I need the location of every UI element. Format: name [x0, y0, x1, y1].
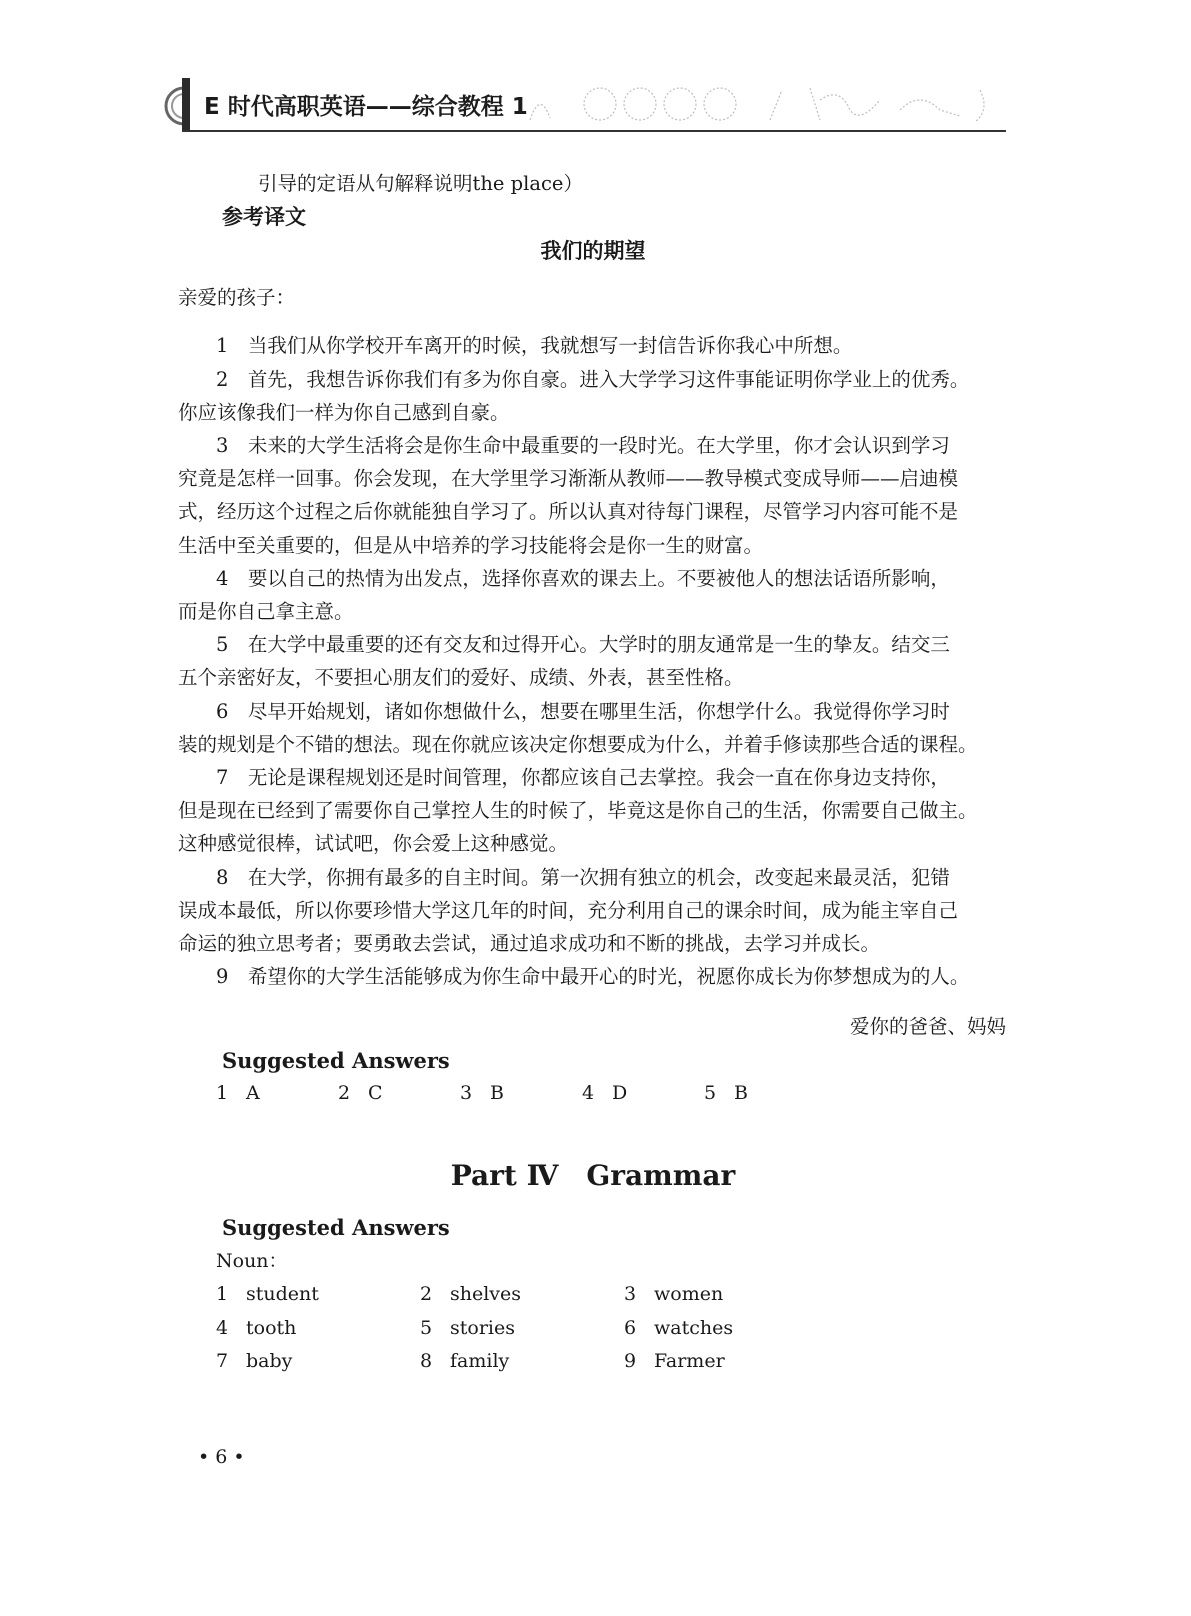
para-line: 1 当我们从你学校开车离开的时候，我就想写一封信告诉你我心中所想。	[216, 334, 853, 357]
answer-item	[704, 1079, 748, 1107]
answer-number: 1	[216, 1082, 229, 1104]
para-line: 误成本最低，所以你要珍惜大学这几年的时间，充分利用自己的课余时间，成为能主宰自己	[178, 899, 959, 922]
answer-item	[216, 1079, 260, 1107]
para-line: 五个亲密好友，不要担心朋友们的爱好、成绩、外表，甚至性格。	[178, 666, 744, 689]
answer-number: 5	[704, 1082, 717, 1104]
header-decoration-icon	[520, 80, 1000, 126]
running-header	[160, 78, 1006, 134]
answer-number: 3	[624, 1283, 637, 1305]
answer-value: C	[368, 1082, 383, 1104]
para-line: 4 要以自己的热情为出发点，选择你喜欢的课去上。不要被他人的想法话语所影响，	[216, 567, 950, 590]
answer-number: 3	[460, 1082, 473, 1104]
para-line: 9 希望你的大学生活能够成为你生命中最开心的时光，祝愿你成长为你梦想成为的人。	[216, 965, 970, 988]
answer-number: 7	[216, 1350, 229, 1372]
answer-item	[624, 1314, 733, 1342]
answer-value: A	[246, 1082, 260, 1104]
para-line: 3 未来的大学生活将会是你生命中最重要的一段时光。在大学里，你才会认识到学习	[216, 434, 950, 457]
noun-label: Noun：	[216, 1250, 288, 1272]
answer-number: 2	[420, 1283, 433, 1305]
para-line: 6 尽早开始规划，诸如你想做什么，想要在哪里生活，你想学什么。我觉得你学习时	[216, 700, 950, 723]
answer-number: 8	[420, 1350, 433, 1372]
answer-item	[420, 1314, 515, 1342]
answer-number: 2	[338, 1082, 351, 1104]
answer-item	[624, 1347, 725, 1375]
answer-value: watches	[654, 1317, 734, 1339]
answer-item	[420, 1347, 509, 1375]
para-line: 5 在大学中最重要的还有交友和过得开心。大学时的朋友通常是一生的挚友。结交三	[216, 633, 950, 656]
para-line: 你应该像我们一样为你自己感到自豪。	[178, 401, 510, 424]
intro-line: 引导的定语从句解释说明the place）	[258, 172, 583, 195]
header-bar	[182, 78, 190, 132]
answer-item	[420, 1280, 521, 1308]
para-line: 式，经历这个过程之后你就能独自学习了。所以认真对待每门课程，尽管学习内容可能不是	[178, 500, 959, 523]
answer-item	[216, 1280, 319, 1308]
translation-heading: 参考译文	[222, 205, 306, 229]
answer-number: 6	[624, 1317, 637, 1339]
salutation: 亲爱的孩子：	[178, 286, 296, 309]
answer-number: 9	[624, 1350, 637, 1372]
answer-value: Farmer	[654, 1350, 725, 1372]
answer-value: stories	[450, 1317, 515, 1339]
para-line: 命运的独立思考者；要勇敢去尝试，通过追求成功和不断的挑战，去学习并成长。	[178, 932, 881, 955]
book-title: E 时代高职英语——综合教程 1	[204, 94, 528, 120]
suggested-answers-label: Suggested Answers	[222, 1048, 450, 1073]
answer-value: baby	[246, 1350, 293, 1372]
answer-item	[216, 1347, 292, 1375]
para-line: 但是现在已经到了需要你自己掌控人生的时候了，毕竟这是你自己的生活，你需要自己做主。	[178, 799, 978, 822]
para-line: 而是你自己拿主意。	[178, 600, 354, 623]
para-line: 7 无论是课程规划还是时间管理，你都应该自己去掌控。我会一直在你身边支持你，	[216, 766, 950, 789]
header-logo-icon	[160, 82, 196, 130]
para-line: 2 首先，我想告诉你我们有多为你自豪。进入大学学习这件事能证明你学业上的优秀。	[216, 368, 970, 391]
translation-title: 我们的期望	[540, 239, 646, 263]
para-line: 这种感觉很棒，试试吧，你会爱上这种感觉。	[178, 832, 569, 855]
para-line: 装的规划是个不错的想法。现在你就应该决定你想要成为什么，并着手修读那些合适的课程。	[178, 733, 978, 756]
answer-number: 1	[216, 1283, 229, 1305]
answer-item	[624, 1280, 723, 1308]
suggested-answers-label: Suggested Answers	[222, 1215, 450, 1240]
answer-value: student	[246, 1283, 319, 1305]
answer-value: women	[654, 1283, 724, 1305]
answer-value: D	[612, 1082, 628, 1104]
answer-item	[460, 1079, 504, 1107]
part-title: Part Ⅳ Grammar	[450, 1159, 736, 1192]
answer-item	[582, 1079, 627, 1107]
answer-value: B	[490, 1082, 504, 1104]
answer-number: 4	[216, 1317, 229, 1339]
answer-value: B	[734, 1082, 748, 1104]
answer-value: family	[450, 1350, 510, 1372]
answer-item	[338, 1079, 383, 1107]
para-line: 究竟是怎样一回事。你会发现，在大学里学习渐渐从教师——教导模式变成导师——启迪模	[178, 467, 959, 490]
answer-value: tooth	[246, 1317, 297, 1339]
para-line: 生活中至关重要的，但是从中培养的学习技能将会是你一生的财富。	[178, 534, 764, 557]
answer-number: 4	[582, 1082, 595, 1104]
header-rule	[182, 130, 1006, 132]
page-number: • 6 •	[198, 1446, 245, 1468]
para-line: 8 在大学，你拥有最多的自主时间。第一次拥有独立的机会，改变起来最灵活，犯错	[216, 866, 950, 889]
signature: 爱你的爸爸、妈妈	[849, 1015, 1006, 1038]
answer-item	[216, 1314, 296, 1342]
answer-number: 5	[420, 1317, 433, 1339]
answer-value: shelves	[450, 1283, 522, 1305]
